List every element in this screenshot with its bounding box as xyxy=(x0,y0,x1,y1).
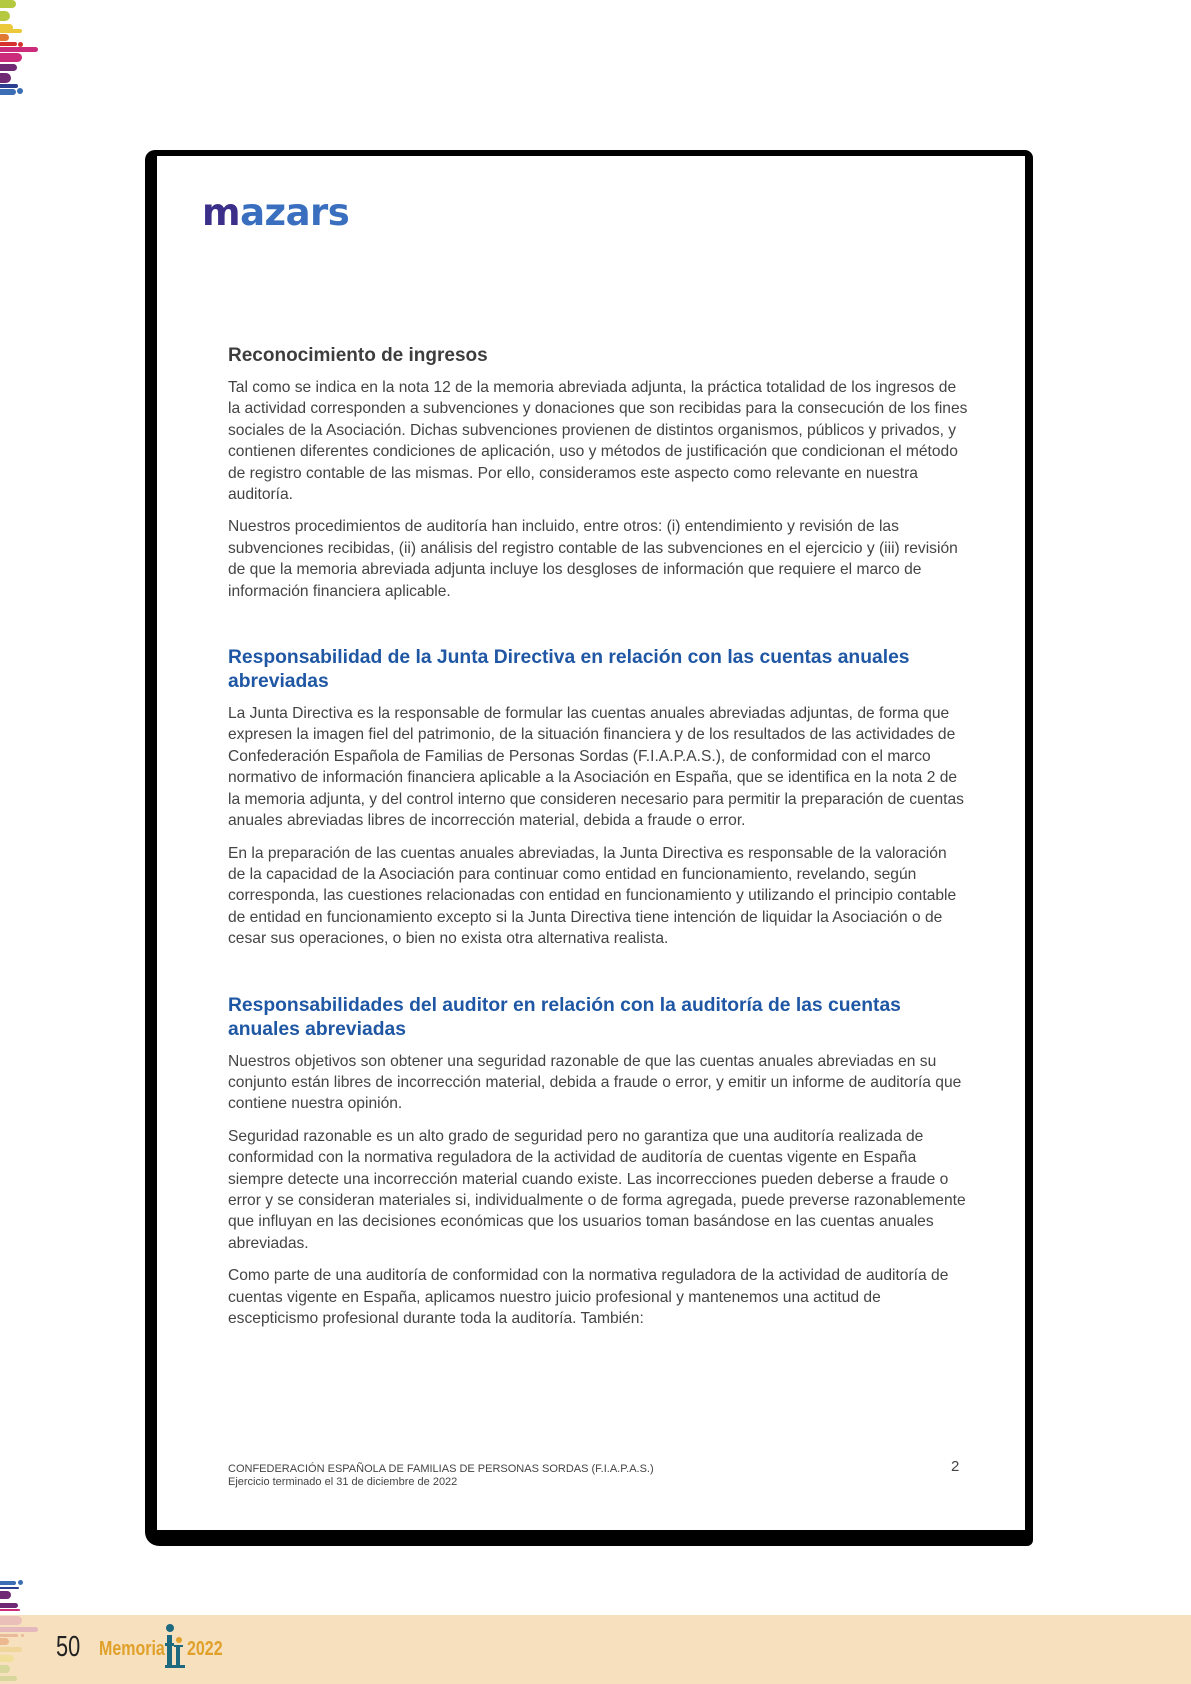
section-heading-auditor-responsibility: Responsabilidades del auditor en relación con la auditoría de las cuentas anuales abreviadas xyxy=(228,994,901,1040)
document-footer xyxy=(228,1463,654,1489)
paragraph: Seguridad razonable es un alto grado de seguridad pero no garantiza que una auditoría realizada de conformidad con la normativa reguladora de la actividad de auditoría de cuentas vigente en España siempre detecte una incorrección material cuando existe. Las incorrecciones pueden deberse a fraude o error y se consideran materiales si, individualmente o de forma agregada, puede preverse razonablemente que influyan en las decisiones económicas que los usuarios toman basándose en las cuentas anuales abreviadas. xyxy=(228,1127,966,1252)
fiapas-logo-icon xyxy=(164,1623,186,1669)
section-heading-revenue: Reconocimiento de ingresos xyxy=(228,345,488,366)
paragraph: La Junta Directiva es la responsable de formular las cuentas anuales abreviadas adjuntas, de forma que expresen la imagen fiel del patrimonio, de la situación financiera y de los resultados de las actividades de Confederación Española de Familias de Personas Sordas (F.I.A.P.A.S.), de conformidad con el marco normativo de información financiera aplicable a la Asociación en España, que se identifica en la nota 2 de la memoria adjunta, y del control interno que consideren necesario para permitir la preparación de cuentas anuales abreviadas libres de incorrección material, debida a fraude o error. xyxy=(228,705,964,830)
paragraph: Nuestros procedimientos de auditoría han incluido, entre otros: (i) entendimiento y revisión de las subvenciones recibidas, (ii) análisis del registro contable de las subvenciones en el ejercicio y (iii) revisión de que la memoria abreviada adjunta incluye los desgloses de información que requiere el marco de información financiera aplicable. xyxy=(228,518,958,600)
paragraph: Tal como se indica en la nota 12 de la memoria abreviada adjunta, la práctica totalidad de los ingresos de la actividad corresponden a subvenciones y donaciones que son recibidas para la consecución de los fines sociales de la Asociación. Dichas subvenciones provienen de distintos organismos, públicos y privados, y contienen diferentes condiciones de aplicación, uso y métodos de justificación que condicionan el método de registro contable de las mismas. Por ello, consideramos este aspecto como relevante en nuestra auditoría. xyxy=(228,379,968,504)
document-page-number: 2 xyxy=(951,1458,960,1475)
publication-title: Memoria xyxy=(99,1638,165,1660)
paragraph: Nuestros objetivos son obtener una seguridad razonable de que las cuentas anuales abreviadas en su conjunto están libres de incorrección material, debida a fraude o error, y emitir un informe de auditoría que contiene nuestra opinión. xyxy=(228,1052,962,1113)
footer-entity-name: CONFEDERACIÓN ESPAÑOLA DE FAMILIAS DE PERSONAS SORDAS (F.I.A.P.A.S.) xyxy=(228,1463,654,1475)
footer-period: Ejercicio terminado el 31 de diciembre de 2022 xyxy=(228,1476,458,1488)
paragraph: Como parte de una auditoría de conformidad con la normativa reguladora de la actividad de auditoría de cuentas vigente en España, aplicamos nuestro juicio profesional y mantenemos una actitud de escepticismo profesional durante toda la auditoría. También: xyxy=(228,1267,949,1327)
page-footer-band xyxy=(0,1615,1191,1684)
page-folio-number: 50 xyxy=(56,1631,81,1663)
publication-year: 2022 xyxy=(187,1638,223,1660)
document-body xyxy=(228,344,968,1340)
paragraph: En la preparación de las cuentas anuales abreviadas, la Junta Directiva es responsable de la valoración de la capacidad de la Asociación para continuar como entidad en funcionamiento, revelando, según corresponda, las cuestiones relacionadas con entidad en funcionamiento y utilizando el principio contable de entidad en funcionamiento excepto si la Junta Directiva tiene intención de liquidar la Asociación o de cesar sus operaciones, o bien no exista otra alternativa realista. xyxy=(228,844,957,948)
mazars-logo: mazars xyxy=(202,191,350,234)
section-heading-board-responsibility: Responsabilidad de la Junta Directiva en relación con las cuentas anuales abreviadas xyxy=(228,647,910,693)
